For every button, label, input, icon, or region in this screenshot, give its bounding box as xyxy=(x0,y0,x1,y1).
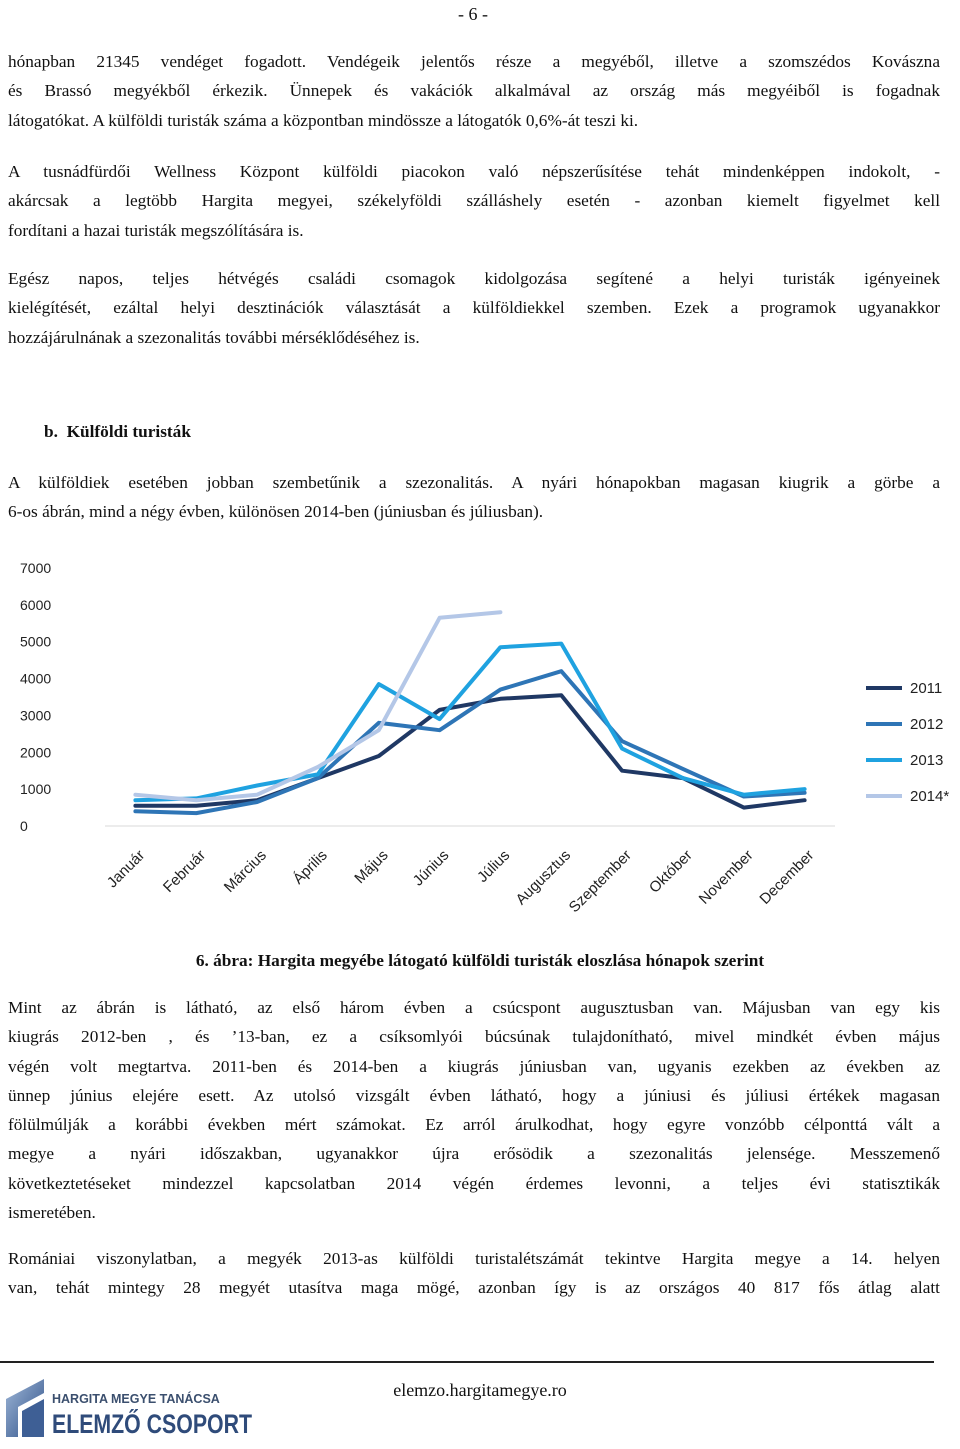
paragraph-line: hónapban 21345 vendéget fogadott. Vendégeik jelentős része a megyéből, illetve a szomszédos Kovászna xyxy=(8,52,940,71)
footer-divider xyxy=(0,1361,934,1363)
figure-caption: 6. ábra: Hargita megyébe látogató külföldi turisták eloszlása hónapok szerint xyxy=(195,951,765,970)
paragraph-line: Romániai viszonylatban, a megyék 2013-as külföldi turistalétszámát tekintve Hargita megye a 14. helyen xyxy=(8,1249,940,1268)
paragraph-3 xyxy=(8,264,940,352)
x-tick-label: Június xyxy=(409,846,453,890)
paragraph-line: ismeretében. xyxy=(8,1203,96,1223)
y-tick-label: 6000 xyxy=(20,596,52,613)
paragraph-4 xyxy=(8,468,940,527)
y-axis xyxy=(20,560,51,834)
paragraph-line: akárcsak a legtöbb Hargita megyei, székelyföldi szálláshely esetén - azonban kiemelt figyelmet kell xyxy=(8,191,940,211)
legend-label: 2014* xyxy=(910,788,950,805)
paragraph-line: kiugrás 2012-ben , és ’13-ban, ez a csíksomlyói búcsúnak tulajdonítható, mivel mindkét évben május xyxy=(8,1027,940,1047)
paragraph-line: végén volt megtartva. 2011-ben és 2014-ben a kiugrás júniusban van, ugyanis ezekben az években az xyxy=(8,1056,940,1076)
x-tick-label: Július xyxy=(474,846,514,886)
x-tick-label: Február xyxy=(159,846,210,896)
logo-line-2: ELEMZŐ CSOPORT xyxy=(52,1409,306,1439)
y-tick-label: 0 xyxy=(20,818,28,834)
paragraph-line: következtetéseket mindezzel kapcsolatban 2014 végén érdemes levonni, a teljes évi statisztikák xyxy=(8,1173,940,1193)
x-tick-label: Szeptember xyxy=(565,846,635,917)
page-number: - 6 - xyxy=(458,4,488,24)
paragraph-line: ünnep június elejére esett. Az utolsó vizsgált évben látható, hogy a júniusi és júliusi értékek magasan xyxy=(8,1085,940,1105)
y-tick-label: 1000 xyxy=(20,781,52,798)
paragraph-2 xyxy=(8,157,940,245)
x-tick-label: November xyxy=(695,846,757,908)
paragraph-line: 6-os ábrán, mind a négy évben, különösen 2014-ben (júniusban és júliusban). xyxy=(8,502,544,522)
paragraph-line: kielégítését, ezáltal helyi desztinációk választását a külföldiekkel szemben. Ezek a programok ugyanakkor xyxy=(8,298,940,318)
section-title: Külföldi turisták xyxy=(66,422,191,441)
y-tick-label: 7000 xyxy=(20,560,52,576)
x-tick-label: Október xyxy=(645,846,696,897)
line-chart xyxy=(0,550,960,930)
legend-label: 2013 xyxy=(910,752,944,769)
paragraph-line: fordítani a hazai turisták megszólítására is. xyxy=(8,220,304,240)
series-lines xyxy=(135,612,804,813)
paragraph-line: A tusnádfürdői Wellness Központ külföldi piacokon való népszerűsítése tehát mindenképpen indokolt, - xyxy=(8,162,940,181)
section-number: b. xyxy=(44,422,58,441)
paragraph-1 xyxy=(8,47,940,135)
paragraph-line: hozzájárulnának a szezonalitás további mérséklődéséhez is. xyxy=(8,327,420,347)
x-tick-label: Március xyxy=(220,846,270,896)
x-tick-label: Augusztus xyxy=(512,846,575,909)
logo-line-1: HARGITA MEGYE TANÁCSA xyxy=(52,1392,220,1406)
paragraph-line: Egész napos, teljes hétvégés családi csomagok kidolgozása segítené a helyi turisták igényeinek xyxy=(8,269,940,288)
paragraph-line: van, tehát mintegy 28 megyét utasítva maga mögé, azonban így is az országos 40 817 fős átlag alatt xyxy=(8,1278,940,1298)
y-tick-label: 2000 xyxy=(20,744,52,761)
x-axis-labels xyxy=(104,847,818,916)
paragraph-line: A külföldiek esetében jobban szembetűnik a szezonalitás. A nyári hónapokban magasan kiugrik a görbe a xyxy=(8,473,940,492)
x-tick-label: Május xyxy=(351,846,392,888)
paragraph-line: megye a nyári időszakban, ugyanakkor újra erősödik a szezonalitás jelensége. Messzemenő xyxy=(8,1144,940,1164)
legend-label: 2011 xyxy=(910,680,943,697)
legend xyxy=(866,680,949,805)
y-tick-label: 5000 xyxy=(20,633,52,650)
paragraph-line: látogatókat. A külföldi turisták száma a központban mindössze a látogatók 0,6%-át teszi ki. xyxy=(8,110,639,130)
paragraph-5 xyxy=(8,993,940,1227)
y-tick-label: 3000 xyxy=(20,707,52,724)
y-tick-label: 4000 xyxy=(20,670,52,687)
x-tick-label: December xyxy=(756,846,818,908)
paragraph-line: fölülmúlják a korábbi években mért számokat. Ez arról árulkodhat, hogy egyre vonzóbb célponttá vált a xyxy=(8,1115,940,1135)
x-tick-label: Január xyxy=(103,846,149,892)
paragraph-line: és Brassó megyékből érkezik. Ünnepek és vakációk alkalmával az ország más megyéiből is fogadnak xyxy=(8,81,940,101)
legend-label: 2012 xyxy=(910,716,944,733)
x-tick-label: Április xyxy=(289,846,331,888)
footer-url: elemzo.hargitamegye.ro xyxy=(393,1380,567,1400)
paragraph-line: Mint az ábrán is látható, az első három évben a csúcspont augusztusban van. Májusban van egy kis xyxy=(8,998,940,1017)
paragraph-6 xyxy=(8,1244,940,1303)
section-heading xyxy=(44,422,191,442)
